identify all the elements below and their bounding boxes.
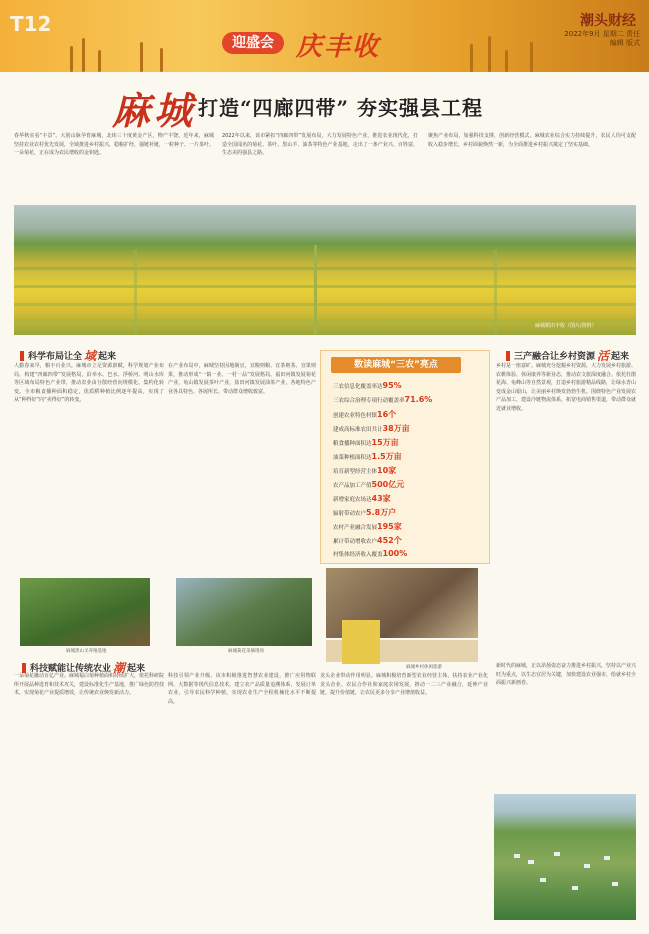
section-marker-icon (22, 663, 26, 673)
section-title-post: 起来 (127, 664, 146, 674)
stat-item (333, 479, 481, 490)
stat-label: 三农信息化覆盖率达 (333, 384, 383, 390)
stat-value: 15万亩 (371, 438, 399, 447)
stat-item (333, 423, 481, 434)
stat-item (333, 493, 481, 504)
stat-label: 累计带动增收农户 (333, 539, 378, 545)
stat-value: 38万亩 (382, 424, 410, 433)
stat-item (333, 451, 481, 462)
stat-value: 195家 (377, 522, 402, 531)
headline-title: 打造“四廊四带” 夯实强县工程 (198, 96, 483, 120)
aerial-village-photo (494, 794, 636, 920)
stat-item (333, 549, 481, 558)
stat-label: 农村产业融合发展 (333, 525, 378, 531)
intro-paragraph-1: 春华秋实看“丰景”，大别山脉孕育麻城，北纬三十度黄金产区，物产丰饶。近年来，麻城坚持农业农村优先发展，全域推进乡村振兴，稳粮扩经，强链补链，一粒种子、一片茶叶、一朵菊花，正在成为农民增收的金钥匙。 (14, 133, 214, 157)
stat-label: 油菜种植面积达 (333, 455, 372, 461)
stat-value: 71.6% (404, 395, 433, 404)
stat-label: 三农综合治理专项行动覆盖率 (333, 398, 405, 404)
goat-farm-photo (20, 578, 150, 646)
stat-label: 创建农业特色村镇 (333, 413, 378, 419)
stat-value: 5.8万户 (366, 508, 397, 517)
photo-caption: 麻城稻田丰收（图片/资料） (535, 323, 597, 329)
header-title: 庆丰收 (296, 32, 381, 62)
section-title-highlight: 潮 (113, 661, 126, 675)
article-column: 新时代的麻城，正以昂扬姿态奋力推进乡村振兴，坚持以产业兴旺为重点，以生态宜居为关键，加快建设农业强市，绘就乡村全面振兴新画卷。 (496, 663, 636, 687)
stat-value: 16个 (377, 410, 397, 419)
stat-label: 培育新型经营主体 (333, 469, 378, 475)
stat-item (333, 507, 481, 518)
stat-item (333, 409, 481, 420)
stats-box (320, 350, 490, 564)
stat-item (333, 521, 481, 532)
photo-caption: 麻城菊花采摘现场 (228, 649, 264, 654)
section-title-post: 起来 (611, 352, 630, 362)
stat-label: 农产品加工产值 (333, 483, 372, 489)
photo-caption: 麻城黑山羊养殖基地 (66, 649, 107, 654)
photo-caption: 麻城乡村休闲旅游 (406, 665, 442, 670)
article-column: 一朵菊花撬动百亿产业。麻城福白菊种植面积持续扩大，依托科研院所开展品种选育和技术攻关，建设标准化生产基地，推广绿色防控技术，实现菊花产业提质增效，让传统农业焕发新活力。 (14, 673, 164, 697)
article-column: 龙头企业带动作用明显。麻城积极培育新型农业经营主体，扶持农业产业化龙头企业、农民合作社和家庭农场发展，推动一二三产业融合，延伸产业链、提升价值链，让农民更多分享产业增值收益。 (320, 673, 488, 697)
section-marker-icon (506, 351, 510, 361)
chrysanthemum-harvest-photo (176, 578, 312, 646)
section-title-pre: 三产融合让乡村资源 (514, 352, 596, 362)
section-title-post: 起来 (98, 352, 117, 362)
section-title-pre: 科学布局让全 (28, 352, 83, 362)
header-date: 2022年9月 星期二 责任编辑 版式 (564, 30, 640, 47)
stat-value: 10家 (377, 466, 397, 475)
page-number: T12 (10, 12, 52, 36)
section-title-highlight: 活 (597, 349, 610, 363)
article-column: 人勤春来早，粮丰百业兴。麻城市立足资源禀赋，科学规划产业布局，构建“四廊四带”发展格局，沿举水、巴水、浮桥河、明山水库等区域布局特色产业带，推动农业由分散经营向规模化、集约化转变。全市粮食播种面积稳定，优质稻种植比例逐年提高，实现了从“种得好”向“卖得好”的转变。 (14, 363, 164, 404)
intro-paragraph-3: 聚焦产业布局，加强科技支撑，创新经营模式，麻城农业综合实力持续提升，农民人均可支配收入稳步增长，乡村面貌焕然一新，为全面推进乡村振兴奠定了坚实基础。 (428, 133, 636, 148)
page-header (0, 0, 649, 72)
intro-paragraph-2: 2022年以来，该市紧扣“四廊四带”发展布局，大力发展特色产业，推进农业现代化，打造全国闻名的菊花、茶叶、黑山羊、油茶等特色产业基地，走出了一条产业兴、百姓富、生态美的强县之路。 (222, 133, 418, 157)
stat-label: 辐射带动农户 (333, 511, 367, 517)
article-column: 在产业布局中，麻城坚持因地制宜，宜粮则粮、宜茶则茶、宜果则果，推动形成“一镇一业、一村一品”发展格局。福田河镇发展菊花产业，龟山镇发展茶叶产业，盐田河镇发展油茶产业，各地特色产业各具特色、各展所长，带动群众增收致富。 (168, 363, 316, 395)
stat-item (333, 535, 481, 546)
stats-title: 数读麻城“三农”亮点 (331, 357, 461, 373)
stat-value: 452个 (377, 536, 402, 545)
stat-value: 95% (382, 381, 402, 390)
stat-item (333, 395, 481, 404)
stat-label: 建成高标准农田共计 (333, 427, 383, 433)
stat-label: 新增家庭农场达 (333, 497, 372, 503)
stat-value: 100% (382, 549, 408, 558)
article-column: 科技引领产业升级。该市积极推进智慧农业建设，推广应用物联网、大数据等现代信息技术，建立农产品质量追溯体系，发展订单农业，引导农民科学种植，实现农业生产全程机械化水平不断提高。 (168, 673, 316, 705)
stat-label: 粮食播种面积达 (333, 441, 372, 447)
stat-item (333, 381, 481, 390)
stat-value: 43家 (371, 494, 391, 503)
shop-sign-photo (342, 620, 380, 664)
header-pill: 迎盛会 (222, 32, 284, 54)
section-marker-icon (20, 351, 24, 361)
stat-value: 1.5万亩 (371, 452, 402, 461)
stat-label: 村集体经济收入覆盖 (333, 552, 383, 558)
headline-place: 麻城 (112, 88, 197, 133)
newspaper-logo: 潮头财经 (580, 13, 636, 29)
section-title-highlight: 域 (84, 349, 97, 363)
stat-item (333, 437, 481, 448)
section-title-pre: 科技赋能让传统农业 (30, 664, 112, 674)
article-column: 乡村是一座富矿。麻城充分挖掘乡村资源，大力发展乡村旅游、农耕体验、休闲康养等新业态，推动农文旅深度融合。依托杜鹃花海、龟峰山等自然景观，打造乡村旅游精品线路，让绿水青山变成金山银山，让美丽乡村焕发勃勃生机。围绕特色产业发展农产品加工，建设冷链物流体系，拓宽电商销售渠道，带动群众就近就业增收。 (496, 363, 636, 412)
stat-value: 500亿元 (371, 480, 405, 489)
rice-field-photo (14, 205, 636, 335)
stat-item (333, 465, 481, 476)
